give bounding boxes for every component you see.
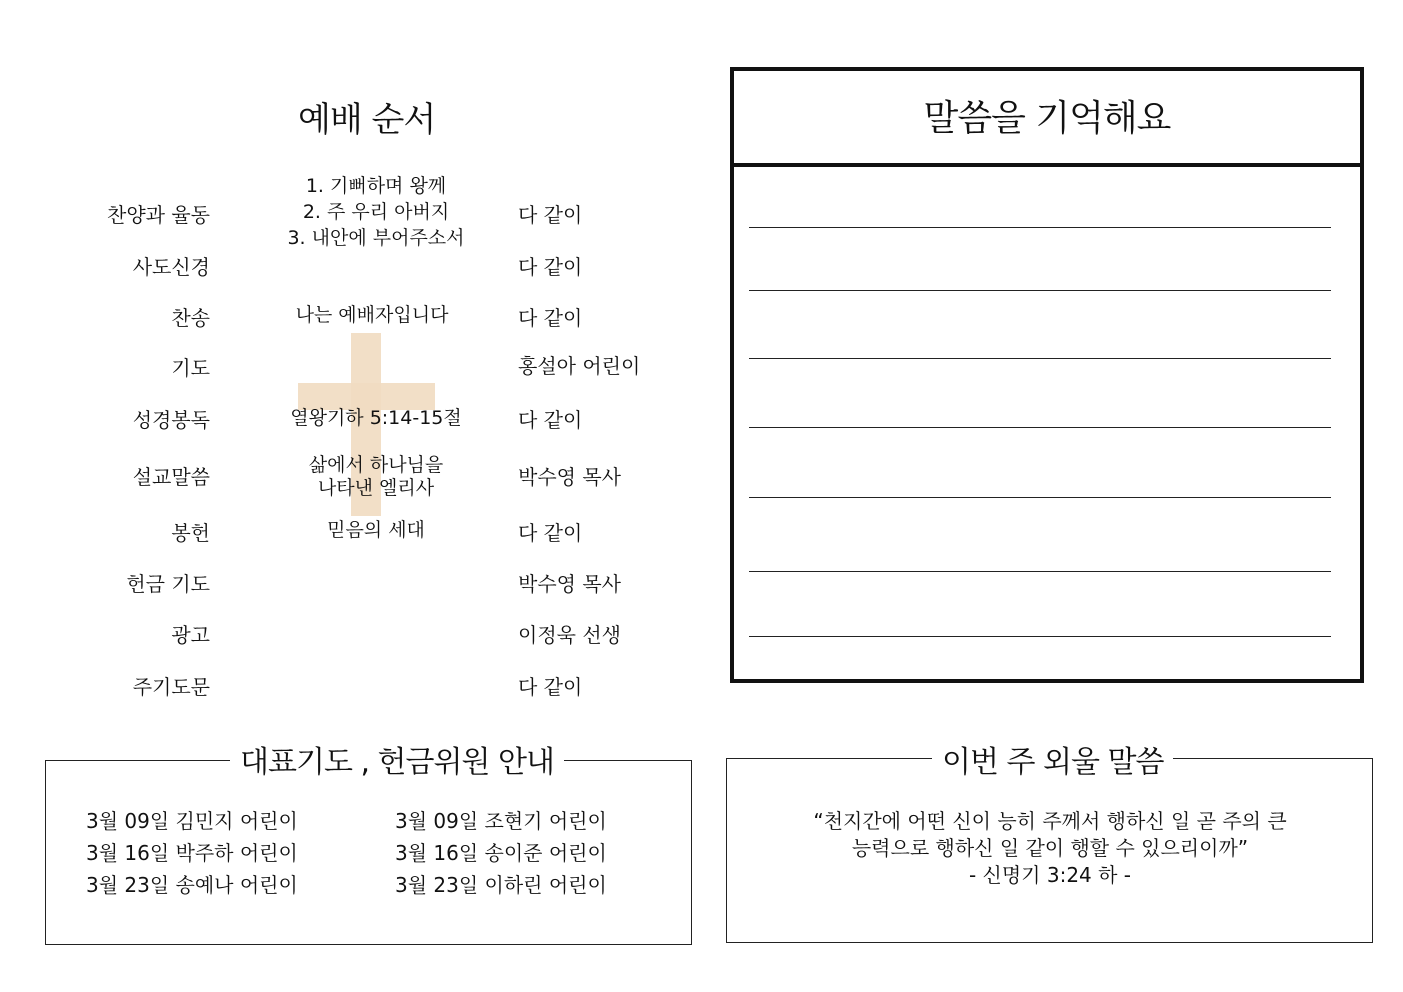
order-label-creed: 사도신경	[132, 255, 210, 279]
song-2: 2. 주 우리 아버지	[302, 201, 450, 223]
order-content-sermon	[266, 454, 486, 500]
prayer-row: 3월 09일 조현기 어린이	[395, 809, 607, 833]
order-label-announcements: 광고	[171, 623, 210, 647]
sermon-line-1: 삶에서 하나님을	[308, 454, 444, 476]
verse-line-2: 능력으로 행하신 일 같이 행할 수 있으리이까”	[851, 836, 1249, 860]
song-1: 1. 기뻐하며 왕께	[305, 175, 447, 197]
memo-line	[749, 427, 1331, 428]
praise-songs	[266, 173, 486, 251]
prayer-row: 3월 16일 박주하 어린이	[86, 841, 298, 865]
memo-line	[749, 571, 1331, 572]
memo-title: 말씀을 기억해요	[923, 98, 1171, 139]
prayer-row: 3월 23일 이하린 어린이	[395, 873, 607, 897]
order-leader-hymn: 다 같이	[518, 306, 583, 330]
order-leader-offering-prayer: 박수영 목사	[518, 572, 621, 596]
memo-line	[749, 227, 1331, 228]
verse-panel-title: 이번 주 외울 말씀	[932, 737, 1173, 781]
order-label-lords-prayer: 주기도문	[132, 675, 210, 699]
prayer-panel-title: 대표기도 , 헌금위원 안내	[230, 737, 564, 781]
prayer-row: 3월 23일 송예나 어린이	[86, 873, 298, 897]
memory-verse	[728, 808, 1372, 889]
order-content-hymn: 나는 예배자입니다	[295, 304, 449, 326]
prayer-row: 3월 16일 송이준 어린이	[395, 841, 607, 865]
memo-line	[749, 636, 1331, 637]
memo-line	[749, 358, 1331, 359]
order-leader-reading: 다 같이	[518, 408, 583, 432]
prayer-list-right	[395, 805, 607, 901]
order-content-offering: 믿음의 세대	[327, 519, 425, 541]
order-label-sermon: 설교말씀	[132, 465, 210, 489]
order-leader-creed: 다 같이	[518, 255, 583, 279]
order-label-offering: 봉헌	[171, 521, 210, 545]
prayer-list-left	[86, 805, 298, 901]
order-leader-offering: 다 같이	[518, 521, 583, 545]
worship-order-title: 예배 순서	[298, 100, 436, 140]
order-content-reading: 열왕기하 5:14-15절	[290, 407, 462, 429]
order-leader-praise: 다 같이	[518, 203, 583, 227]
order-label-prayer: 기도	[171, 356, 210, 380]
order-label-offering-prayer: 헌금 기도	[126, 572, 210, 596]
order-leader-lords-prayer: 다 같이	[518, 675, 583, 699]
verse-line-1: “천지간에 어떤 신이 능히 주께서 행하신 일 곧 주의 큰	[813, 809, 1287, 833]
order-label-hymn: 찬송	[171, 306, 210, 330]
prayer-row: 3월 09일 김민지 어린이	[86, 809, 298, 833]
memo-line	[749, 497, 1331, 498]
order-leader-announcements: 이정욱 선생	[518, 623, 621, 647]
sermon-line-2: 나타낸 엘리사	[317, 477, 435, 499]
song-3: 3. 내안에 부어주소서	[287, 227, 465, 249]
order-label-praise: 찬양과 율동	[107, 203, 210, 227]
memo-line	[749, 290, 1331, 291]
order-leader-prayer: 홍설아 어린이	[518, 354, 641, 378]
order-leader-sermon: 박수영 목사	[518, 465, 621, 489]
verse-reference: - 신명기 3:24 하 -	[968, 863, 1132, 887]
order-label-reading: 성경봉독	[132, 408, 210, 432]
